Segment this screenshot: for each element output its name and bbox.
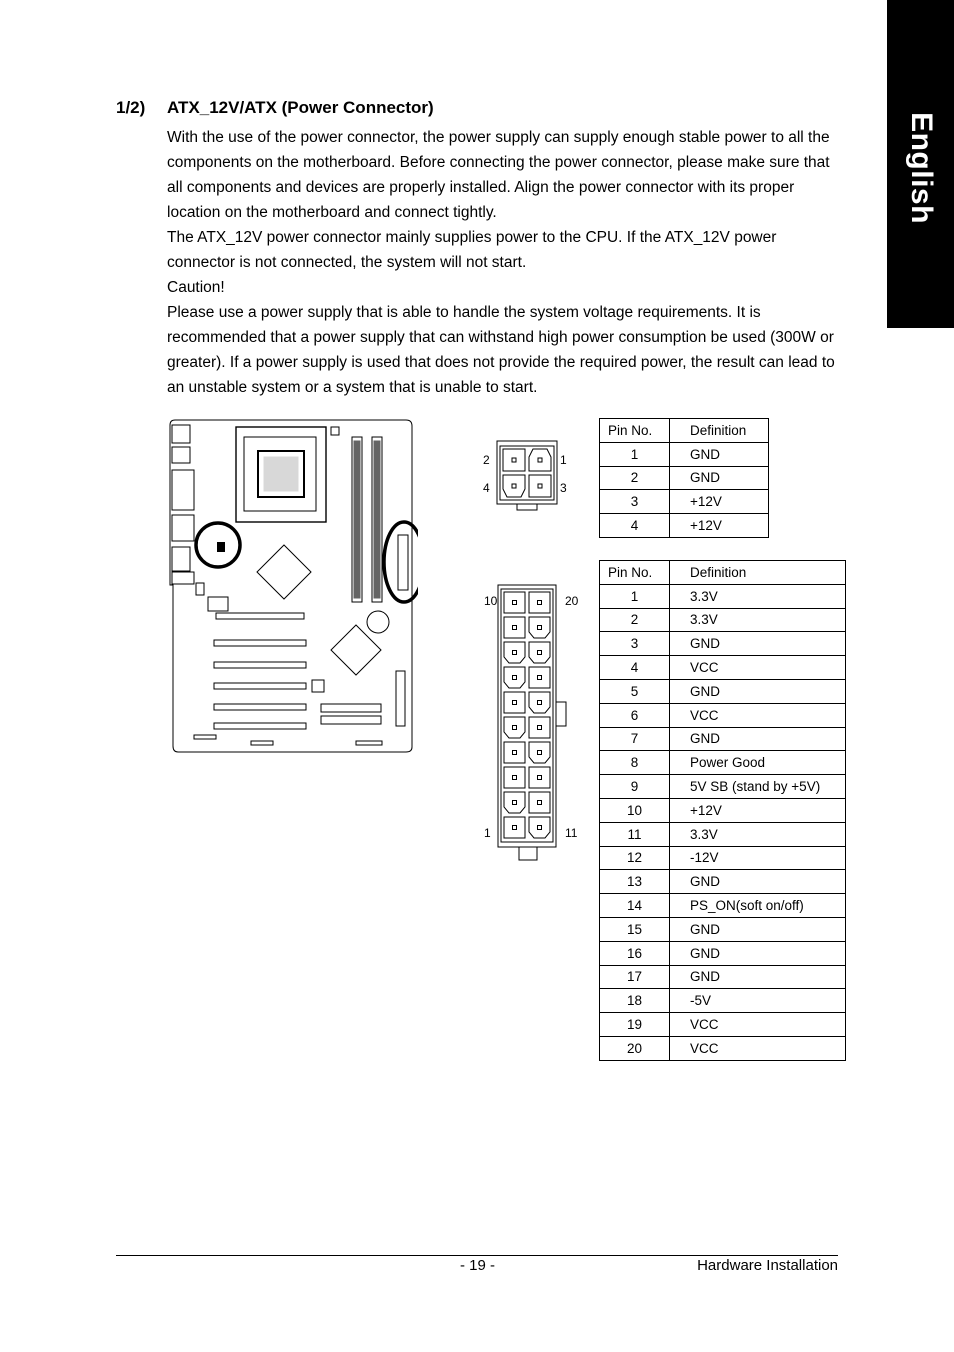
- table-row: 4 VCC: [600, 656, 846, 680]
- section-title: ATX_12V/ATX (Power Connector): [167, 98, 434, 117]
- table-row: 12 -12V: [600, 846, 846, 870]
- atx-label-tr: 20: [565, 594, 579, 608]
- table-row: 1 3.3V: [600, 584, 846, 608]
- paragraph: With the use of the power connector, the power supply can supply enough stable power to all the components on the motherboard. Before connecting the power connector, please make sure that all components and devices are properly installed. Align the power connector with its proper location on the motherboard and connect tightly.: [167, 129, 830, 221]
- atx12v-label-tr: 1: [560, 453, 567, 467]
- atx12v-label-tl: 2: [483, 453, 490, 467]
- table-row: 8 Power Good: [600, 751, 846, 775]
- definition-header: Definition: [670, 419, 769, 443]
- pin-no-header: Pin No.: [600, 419, 670, 443]
- table-row: 18 -5V: [600, 989, 846, 1013]
- table-row: 3 +12V: [600, 490, 769, 514]
- atx-label-bl: 1: [484, 826, 491, 840]
- caution-label: Caution!: [167, 279, 225, 296]
- atx12v-label-br: 3: [560, 481, 567, 495]
- language-tab-label: English: [904, 112, 938, 224]
- table-row: 6 VCC: [600, 703, 846, 727]
- atx12v-connector-diagram: [496, 440, 558, 520]
- page-number: - 19 -: [460, 1257, 496, 1274]
- paragraph: Please use a power supply that is able to handle the system voltage requirements. It is recommended that a power supply that can withstand high power consumption be used (300W or greater). If a power supply is used that does not provide the required power, the result can lead to an unstable system or a system that is unable to start.: [167, 304, 835, 396]
- table-row: 15 GND: [600, 917, 846, 941]
- table-row: 11 3.3V: [600, 822, 846, 846]
- body-text: [167, 125, 839, 400]
- atx-label-tl: 10: [484, 594, 498, 608]
- table-row: 2 3.3V: [600, 608, 846, 632]
- footer-rule: [116, 1255, 838, 1256]
- atx12v-pin-table: [599, 418, 769, 538]
- table-row: 9 5V SB (stand by +5V): [600, 775, 846, 799]
- table-row: 1 GND: [600, 442, 769, 466]
- table-row: 2 GND: [600, 466, 769, 490]
- language-tab: [887, 0, 954, 328]
- section-heading: [116, 98, 434, 118]
- atx-pin-table: [599, 560, 846, 1061]
- table-row: 16 GND: [600, 941, 846, 965]
- table-row: 4 +12V: [600, 514, 769, 538]
- table-row: 13 GND: [600, 870, 846, 894]
- atx-connector-diagram: [497, 582, 569, 870]
- table-row: 19 VCC: [600, 1013, 846, 1037]
- table-row: 14 PS_ON(soft on/off): [600, 894, 846, 918]
- paragraph: The ATX_12V power connector mainly supplies power to the CPU. If the ATX_12V power connector is not connected, the system will not start.: [167, 229, 777, 271]
- table-row: 5 GND: [600, 679, 846, 703]
- motherboard-diagram: [166, 415, 418, 757]
- table-row: 7 GND: [600, 727, 846, 751]
- table-row: 20 VCC: [600, 1036, 846, 1060]
- definition-header: Definition: [670, 561, 846, 585]
- atx12v-label-bl: 4: [483, 481, 490, 495]
- atx-label-br: 11: [565, 826, 578, 840]
- table-row: 17 GND: [600, 965, 846, 989]
- table-row: 3 GND: [600, 632, 846, 656]
- section-number: 1/2): [116, 98, 146, 117]
- footer-section-title: Hardware Installation: [697, 1257, 838, 1274]
- table-row: 10 +12V: [600, 798, 846, 822]
- pin-no-header: Pin No.: [600, 561, 670, 585]
